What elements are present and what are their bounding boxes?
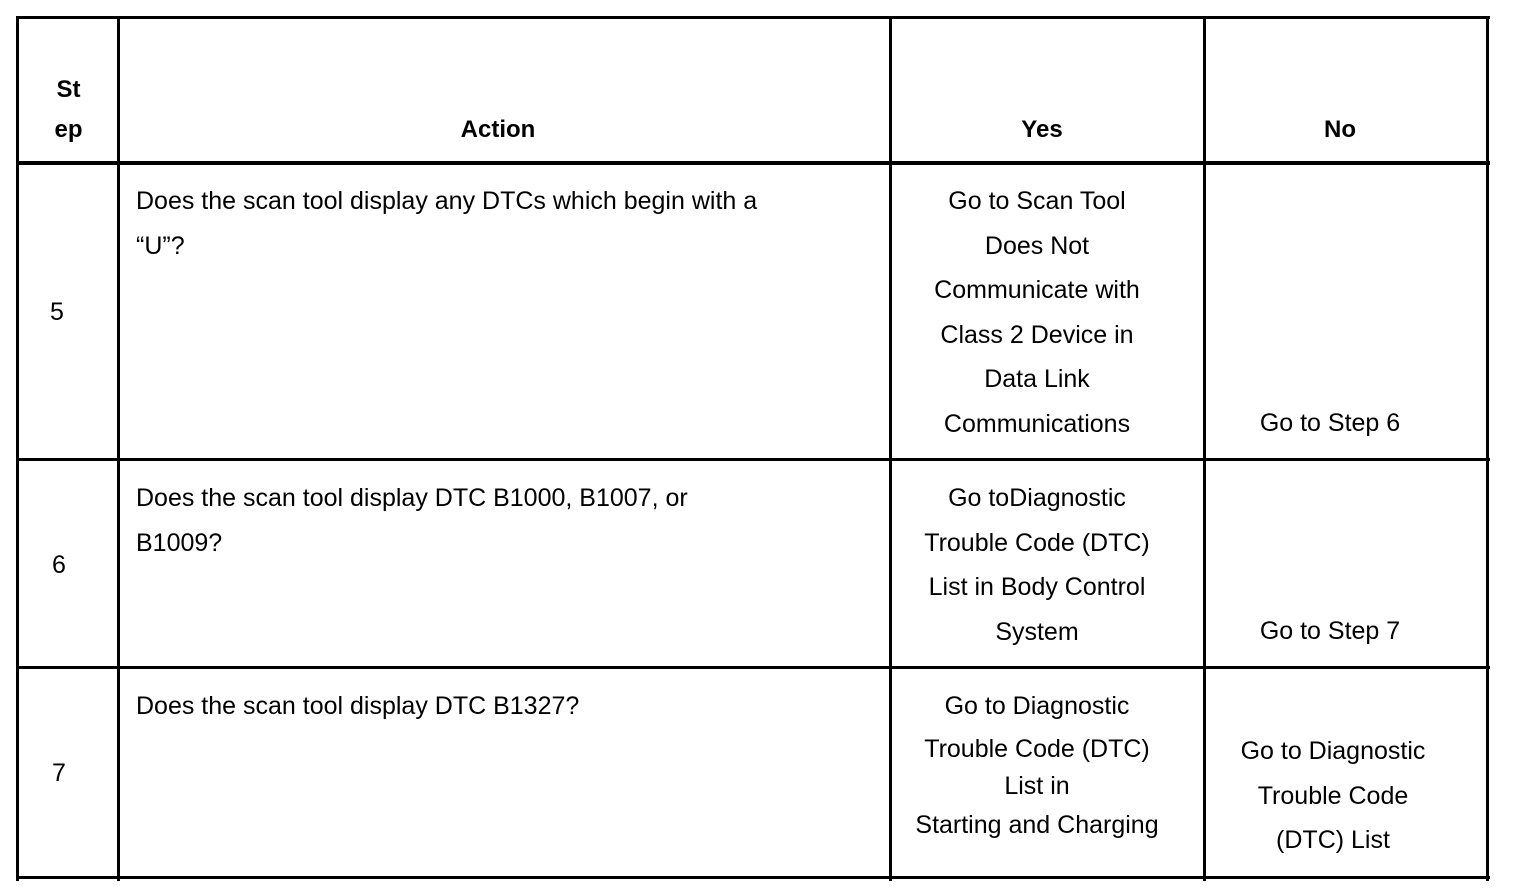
action-line: “U”?: [136, 231, 185, 260]
yes-line: Trouble Code (DTC): [924, 528, 1150, 557]
yes-line: Communications: [943, 409, 1131, 438]
yes-line: Go toDiagnostic: [948, 484, 1126, 512]
header-step-line: St: [56, 76, 81, 103]
yes-line: Go to Diagnostic: [944, 692, 1130, 720]
action-line: Does the scan tool display DTC B1000, B1007, or: [136, 484, 688, 512]
yes-line: Starting and Charging: [915, 810, 1159, 839]
row-divider: [16, 458, 1490, 461]
no-line: Go to Step 6: [1259, 409, 1401, 437]
row-divider: [16, 666, 1490, 669]
no-line: Go to Step 7: [1259, 617, 1401, 645]
no-text: [1206, 729, 1460, 863]
header-yes: [892, 110, 1192, 150]
yes-line: System: [995, 617, 1079, 646]
header-yes-label: Yes: [1021, 116, 1063, 143]
header-action-label: Action: [460, 116, 536, 143]
action-text: [136, 179, 757, 268]
no-line: Trouble Code: [1257, 781, 1409, 810]
action-text: [136, 684, 579, 729]
header-bottom-border: [16, 161, 1490, 165]
yes-line: Communicate with: [934, 276, 1140, 304]
action-line: Does the scan tool display DTC B1327?: [136, 692, 580, 720]
yes-line: List in: [1004, 771, 1070, 800]
header-action: [120, 110, 876, 150]
table-left-border: [16, 16, 19, 881]
step-number: 6: [52, 551, 66, 579]
header-no-label: No: [1324, 116, 1356, 143]
table-bottom-border: [16, 876, 1490, 879]
yes-line: Trouble Code (DTC): [924, 734, 1150, 763]
yes-text: [892, 179, 1182, 446]
action-line: B1009?: [136, 528, 223, 557]
yes-line: List in Body Control: [928, 573, 1146, 601]
header-step: [20, 70, 117, 150]
header-step-line: ep: [54, 116, 83, 143]
yes-text: [892, 476, 1182, 654]
yes-line: Data Link: [984, 365, 1090, 393]
yes-line: Does Not: [984, 231, 1090, 260]
no-line: (DTC) List: [1276, 826, 1390, 854]
step-number: 5: [50, 298, 64, 326]
table-top-border: [16, 16, 1490, 19]
action-line: Does the scan tool display any DTCs which begin with a: [136, 187, 758, 215]
yes-line: Class 2 Device in: [940, 320, 1134, 349]
action-text: [136, 476, 688, 565]
no-line: Go to Diagnostic: [1240, 737, 1426, 765]
yes-line: Go to Scan Tool: [948, 187, 1126, 215]
table-right-border: [1486, 16, 1489, 881]
no-text: [1206, 609, 1454, 654]
step-number: 7: [52, 759, 66, 787]
no-text: [1206, 401, 1454, 446]
header-no: [1206, 110, 1474, 150]
yes-text: [892, 684, 1182, 847]
